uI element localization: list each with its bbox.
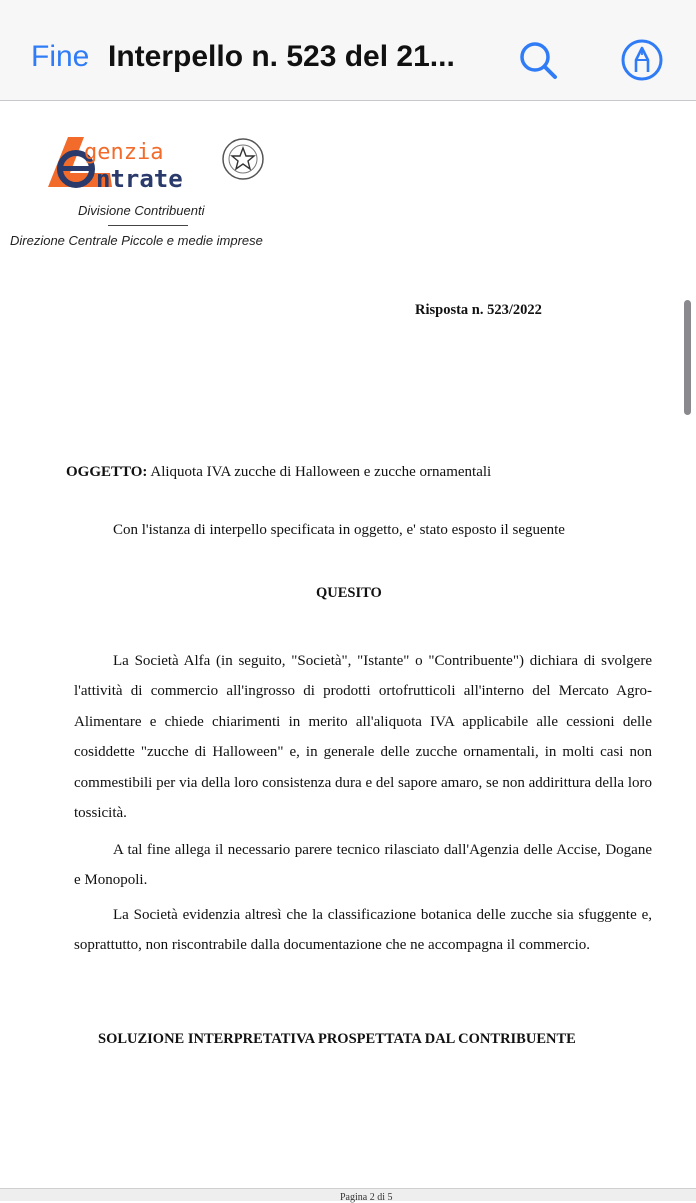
- markup-button[interactable]: [620, 38, 664, 82]
- search-icon: [516, 38, 560, 82]
- done-button[interactable]: Fine: [31, 40, 90, 73]
- agenzia-entrate-logo: [40, 129, 280, 199]
- divider: [108, 225, 188, 226]
- quesito-heading: QUESITO: [316, 585, 382, 601]
- subject-text: Aliquota IVA zucche di Halloween e zucche ornamentali: [150, 464, 492, 480]
- navigation-bar: [0, 0, 696, 101]
- svg-text:genzia: genzia: [84, 140, 164, 165]
- search-button[interactable]: [516, 38, 560, 82]
- soluzione-heading: SOLUZIONE INTERPRETATIVA PROSPETTATA DAL CONTRIBUENTE: [98, 1031, 576, 1047]
- page-number: Pagina 2 di 5: [340, 1192, 393, 1203]
- paragraph-2: A tal fine allega il necessario parere tecnico rilasciato dall'Agenzia delle Accise, Dogane e Monopoli.: [74, 842, 652, 889]
- document-page[interactable]: [0, 101, 680, 1188]
- scroll-indicator[interactable]: [684, 300, 691, 415]
- direction-label: Direzione Centrale Piccole e medie imprese: [10, 233, 263, 248]
- svg-text:ntrate: ntrate: [96, 165, 183, 193]
- markup-pen-icon: [620, 38, 664, 82]
- intro-paragraph: Con l'istanza di interpello specificata in oggetto, e' stato esposto il seguente: [113, 522, 565, 538]
- subject-label: OGGETTO:: [66, 464, 148, 480]
- paragraph-1: La Società Alfa (in seguito, "Società", "Istante" o "Contribuente") dichiara di svolgere l'attività di commercio all'ingrosso di prodotti ortofrutticoli all'interno del Mercato Agro-Alimentare e chiede chiarimenti in merito all'aliquota IVA applicabile alle cessioni delle cosiddette "zucche di Halloween" e, in generale delle zucche ornamentali, in molti casi non commestibili per via della loro consistenza dura e del sapore amaro, se non addirittura della loro tossicità.: [74, 653, 652, 822]
- subject-line: [66, 464, 491, 481]
- document-title: Interpello n. 523 del 21...: [108, 40, 455, 73]
- division-label: Divisione Contribuenti: [78, 203, 205, 218]
- response-number: Risposta n. 523/2022: [415, 302, 542, 318]
- paragraph-3: La Società evidenzia altresì che la classificazione botanica delle zucche sia sfuggente e, soprattutto, non riscontrabile dalla documentazione che ne accompagna il commercio.: [74, 907, 652, 954]
